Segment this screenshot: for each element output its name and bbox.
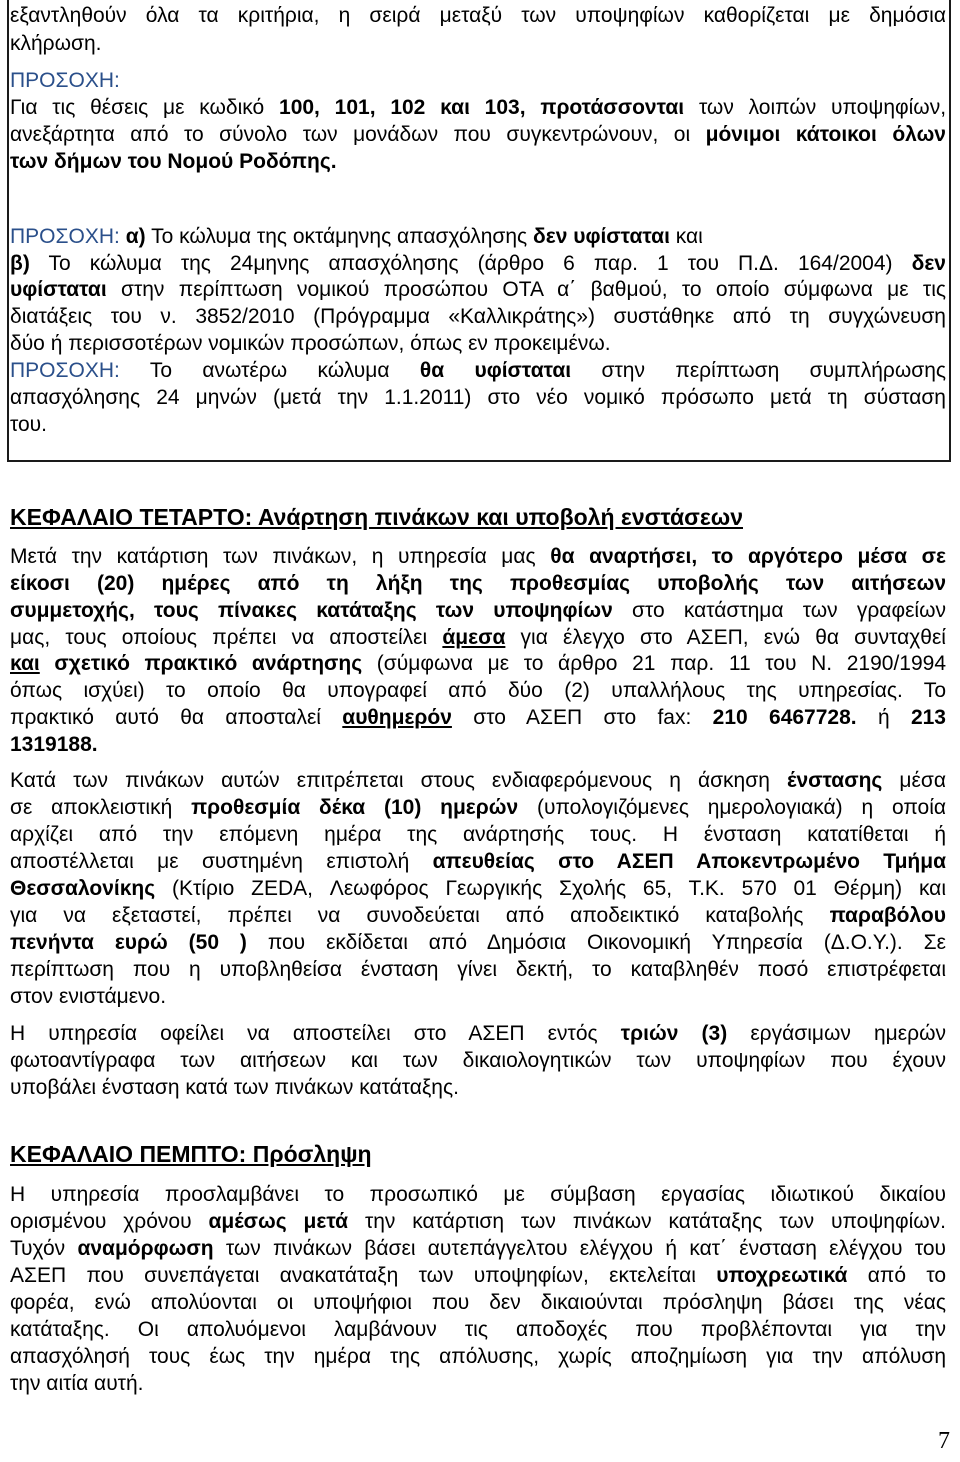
text: φορέα, ενώ απολύονται οι υποψήφιοι που δεν δικαιούνται πρόσληψη βάσει της νέας <box>10 1291 946 1314</box>
text: ανεξάρτητα από το σύνολο των μονάδων που συγκεντρώνουν, οι <box>10 123 691 146</box>
text: την αιτία αυτή. <box>10 1372 144 1395</box>
text: θα αναρτήσει, το αργότερο μέσα σε <box>550 545 946 568</box>
text: Το ανωτέρω κώλυμα <box>149 359 390 382</box>
text: Η υπηρεσία προσλαμβάνει το προσωπικό με σύμβαση εργασίας ιδιωτικού δικαίου <box>10 1183 946 1206</box>
text: διατάξεις του ν. 3852/2010 (Πρόγραμμα «Καλλικράτης») συστάθηκε από τη συγχώνευση <box>10 305 946 328</box>
text-line <box>10 794 946 822</box>
text-line <box>10 411 47 439</box>
text-line <box>10 570 946 598</box>
text: όπως ισχύει) το οποίο θα υπογραφεί από δύο (2) υπαλλήλους της υπηρεσίας. Το <box>10 679 946 702</box>
text: τριών (3) <box>620 1022 728 1045</box>
text: για έλεγχο στο ΑΣΕΠ, ενώ θα συνταχθεί <box>520 626 946 649</box>
text-line <box>10 223 703 251</box>
text: β) <box>10 252 30 275</box>
notice-title <box>10 67 120 95</box>
text: και <box>675 225 703 248</box>
text-line <box>10 624 946 652</box>
text: αναμόρφωση <box>77 1237 214 1260</box>
text: Το κώλυμα της οκτάμηνης απασχόλησης <box>151 225 528 248</box>
text-line <box>10 330 611 358</box>
text-line <box>10 956 946 984</box>
text: εργάσιμων ημερών <box>750 1022 946 1045</box>
text: υφίσταται <box>10 278 107 301</box>
text: Θεσσαλονίκης <box>10 877 156 900</box>
text: υποβάλει ένσταση κατά των πινάκων κατάταξης. <box>10 1076 459 1099</box>
text-line <box>10 1020 946 1048</box>
text-line <box>10 276 946 304</box>
page-number: 7 <box>938 1428 950 1454</box>
text: 1319188. <box>10 733 98 756</box>
text: στον ενιστάμενο. <box>10 985 167 1008</box>
text-line <box>10 983 166 1011</box>
text: υποχρεωτικά <box>716 1264 848 1287</box>
text: απασχόλησης 24 μηνών (μετά την 1.1.2011) στο νέο νομικό πρόσωπο μετά τη σύσταση <box>10 386 946 409</box>
text-line <box>10 597 946 625</box>
text: σχετικό πρακτικό ανάρτησης <box>54 652 363 675</box>
text-line <box>10 303 946 331</box>
text-line <box>10 250 946 278</box>
attention-label: ΠΡΟΣΟΧΗ: <box>10 69 120 92</box>
text-line <box>10 767 946 795</box>
text: απευθείας στο ΑΣΕΠ Αποκεντρωμένο Τμήμα <box>432 850 947 873</box>
text-line <box>10 2 946 30</box>
text: (Κτίριο ZEDA, Λεωφόρος Γεωργικής Σχολής 65, Τ.Κ. 570 01 Θέρμη) και <box>172 877 946 900</box>
text: από το <box>867 1264 946 1287</box>
text: Για τις θέσεις με κωδικό <box>10 96 265 119</box>
text: (υπολογιζόμενες ημερολογιακά) η οποία <box>537 796 947 819</box>
chapter-five-heading: ΚΕΦΑΛΑΙΟ ΠΕΜΠΤΟ: Πρόσληψη <box>10 1141 372 1167</box>
text: σε αποκλειστική <box>10 796 173 819</box>
text: δύο ή περισσοτέρων νομικών προσώπων, όπως εν προκειμένω. <box>10 332 611 355</box>
text: είκοσι (20) ημέρες από τη λήξη της προθεσμίας υποβολής των αιτήσεων <box>10 572 946 595</box>
text: αυθημερόν <box>342 706 452 729</box>
text: 213 <box>910 706 946 729</box>
text-line <box>10 821 946 849</box>
text: στο ΑΣΕΠ στο fax: <box>473 706 692 729</box>
chapter-four-heading: ΚΕΦΑΛΑΙΟ ΤΕΤΑΡΤΟ: Ανάρτηση πινάκων και υποβολή ενστάσεων <box>10 504 743 530</box>
text: πενήντα ευρώ (50 ) <box>10 931 247 954</box>
text: του. <box>10 413 47 436</box>
text: ορισμένου χρόνου <box>10 1210 192 1233</box>
text: Το κώλυμα της 24μηνης απασχόλησης (άρθρο 6 παρ. 1 του Π.Δ. 164/2004) <box>48 252 893 275</box>
text-line <box>10 1262 946 1290</box>
text: αρχίζει από την επόμενη ημέρα της ανάρτησής τους. Η ένσταση κατατίθεται ή <box>10 823 946 846</box>
text-line <box>10 1289 946 1317</box>
text: ΑΣΕΠ που συνεπάγεται ανακατάταξη των υποψηφίων, εκτελείται <box>10 1264 696 1287</box>
text: που εκδίδεται από Δημόσια Οικονομική Υπηρεσία (Δ.Ο.Υ.). Σε <box>267 931 946 954</box>
text: 100, 101, 102 και 103, <box>279 96 526 119</box>
text: μέσα <box>899 769 946 792</box>
text: Τυχόν <box>10 1237 66 1260</box>
text-line <box>10 1181 946 1209</box>
text-line <box>10 848 946 876</box>
text: για να εξεταστεί, πρέπει να συνοδεύεται από αποδεικτικό καταβολής <box>10 904 804 927</box>
text-line <box>10 1047 946 1075</box>
attention-label: ΠΡΟΣΟΧΗ: <box>10 225 120 248</box>
text-line <box>10 94 946 122</box>
text-line <box>10 929 946 957</box>
text: δεν υφίσταται <box>533 225 670 248</box>
text: συμμετοχής, τους πίνακες κατάταξης των υποψηφίων <box>10 599 613 622</box>
text: α) <box>125 225 146 248</box>
text: θα υφίσταται <box>419 359 572 382</box>
text-line <box>10 30 102 58</box>
text: φωτοαντίγραφα των αιτήσεων και των δικαιολογητικών των υποψηφίων που έχουν <box>10 1049 946 1072</box>
text: την κατάρτιση των πινάκων κατάταξης των υποψηφίων. <box>364 1210 946 1233</box>
text: των λοιπών υποψηφίων, <box>698 96 947 119</box>
text: 210 6467728. <box>712 706 857 729</box>
attention-label: ΠΡΟΣΟΧΗ: <box>10 359 120 382</box>
text: (σύμφωνα με το άρθρο 21 παρ. 11 του Ν. 2190/1994 <box>376 652 947 675</box>
text: των δήμων του Νομού Ροδόπης. <box>10 150 337 173</box>
text: προτάσσονται <box>540 96 685 119</box>
text-line <box>10 1343 946 1371</box>
text-line <box>10 1370 144 1398</box>
text: στην περίπτωση νομικού προσώπου ΟΤΑ α΄ βαθμού, το οποίο σύμφωνα με τις <box>120 278 947 301</box>
text: παραβόλου <box>829 904 946 927</box>
text: εξαντληθούν όλα τα κριτήρια, η σειρά μεταξύ των υποψηφίων καθορίζεται με δημόσια <box>10 4 946 27</box>
text: ένστασης <box>786 769 883 792</box>
text-line <box>10 1208 946 1236</box>
text: προθεσμία δέκα (10) ημερών <box>191 796 519 819</box>
text-line <box>10 902 946 930</box>
text-line <box>10 731 98 759</box>
text: αποστέλλεται με συστημένη επιστολή <box>10 850 410 873</box>
text: μας, τους οποίους πρέπει να αποστείλει <box>10 626 428 649</box>
text: κατάταξης. Οι απολυόμενοι λαμβάνουν τις αποδοχές που προβλέπονται για την <box>10 1318 946 1341</box>
text-line <box>10 543 946 571</box>
text: περίπτωση που η υποβληθείσα ένσταση γίνει δεκτή, το καταβληθέν ποσό επιστρέφεται <box>10 958 946 981</box>
text-line <box>10 384 946 412</box>
text: στο κατάστημα των γραφείων <box>632 599 946 622</box>
text: στην περίπτωση συμπλήρωσης <box>601 359 946 382</box>
text-line <box>10 1235 946 1263</box>
text: απασχόλησή τους έως την ημέρα της απόλυσης, χωρίς αποζημίωση για την απόλυση <box>10 1345 946 1368</box>
text-line <box>10 148 337 176</box>
text: αμέσως μετά <box>208 1210 349 1233</box>
text: Η υπηρεσία οφείλει να αποστείλει στο ΑΣΕΠ εντός <box>10 1022 598 1045</box>
text-line <box>10 875 946 903</box>
text: δεν <box>911 252 946 275</box>
text-line <box>10 357 946 385</box>
text-line <box>10 704 946 732</box>
text-line <box>10 1074 459 1102</box>
text: πρακτικό αυτό θα αποσταλεί <box>10 706 321 729</box>
text-line <box>10 121 946 149</box>
text: κλήρωση. <box>10 32 102 55</box>
text: Κατά των πινάκων αυτών επιτρέπεται στους ενδιαφερόμενους η άσκηση <box>10 769 770 792</box>
text: μόνιμοι κάτοικοι όλων <box>705 123 946 146</box>
text: άμεσα <box>442 626 506 649</box>
text: και <box>10 652 40 675</box>
text-line <box>10 677 946 705</box>
text: Μετά την κατάρτιση των πινάκων, η υπηρεσία μας <box>10 545 536 568</box>
text-line <box>10 1316 946 1344</box>
text: ή <box>877 706 890 729</box>
text: των πινάκων βάσει αυτεπάγγελτου ελέγχου ή κατ΄ ένσταση ελέγχου του <box>225 1237 946 1260</box>
text-line <box>10 650 946 678</box>
